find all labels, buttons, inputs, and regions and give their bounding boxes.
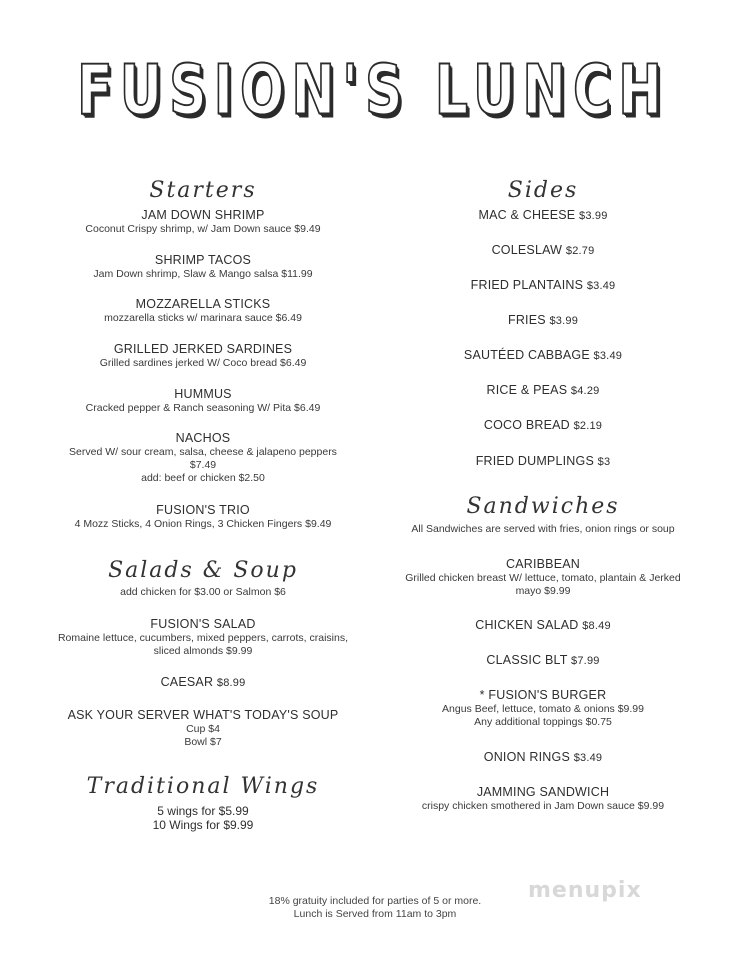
- menu-item: [390, 454, 696, 470]
- menu-item: [390, 557, 696, 598]
- item-name: FRIES: [507, 313, 546, 327]
- footer-hours: Lunch is Served from 11am to 3pm: [293, 908, 457, 920]
- menu-item: [390, 383, 696, 399]
- item-desc: Grilled chicken breast W/ lettuce, tomato, plantain & Jerked: [405, 572, 681, 584]
- item-name: CHICKEN SALAD: [475, 618, 579, 632]
- item-name: ASK YOUR SERVER WHAT'S TODAY'S SOUP: [67, 708, 339, 722]
- item-price: $2.19: [573, 420, 603, 432]
- item-name: * FUSION'S BURGER: [479, 688, 607, 702]
- menu-item: [50, 253, 356, 281]
- wings-line: 10 Wings for $9.99: [152, 818, 254, 832]
- item-desc: Grilled sardines jerked W/ Coco bread $6.49: [99, 357, 307, 369]
- menupix-watermark: menupix: [528, 878, 642, 903]
- menu-title: FUSION'S LUNCH: [77, 50, 669, 131]
- menu-item: [390, 278, 696, 294]
- menu-item: [390, 653, 696, 669]
- menu-item: [50, 297, 356, 325]
- item-price: $8.99: [216, 677, 246, 689]
- menu-item: [390, 418, 696, 434]
- item-desc: crispy chicken smothered in Jam Down sauce $9.99: [421, 800, 665, 812]
- menu-item: [50, 708, 356, 749]
- item-name: FRIED DUMPLINGS: [475, 454, 594, 468]
- menu-item: [390, 750, 696, 766]
- item-name: MAC & CHEESE: [478, 208, 576, 222]
- item-desc: Jam Down shrimp, Slaw & Mango salsa $11.99: [93, 268, 313, 280]
- item-price: $3.49: [573, 752, 603, 764]
- item-desc: mozzarella sticks w/ marinara sauce $6.49: [104, 312, 302, 324]
- salads-note: add chicken for $3.00 or Salmon $6: [120, 586, 286, 598]
- item-name: MOZZARELLA STICKS: [135, 297, 271, 311]
- item-name: JAM DOWN SHRIMP: [141, 208, 265, 222]
- wings-list: [50, 804, 356, 832]
- item-price: $3.49: [586, 280, 616, 292]
- item-desc: Served W/ sour cream, salsa, cheese & jalapeno peppers: [69, 446, 337, 458]
- item-name: ONION RINGS: [483, 750, 570, 764]
- wings-heading: Traditional Wings: [86, 774, 320, 799]
- item-desc: Angus Beef, lettuce, tomato & onions $9.99: [442, 703, 644, 715]
- sides-heading: Sides: [507, 178, 579, 203]
- menu-item: [390, 348, 696, 364]
- menu-item: [50, 617, 356, 658]
- item-name-line: [50, 675, 356, 691]
- item-name: HUMMUS: [174, 387, 232, 401]
- item-name: FUSION'S TRIO: [156, 503, 250, 517]
- item-name: SHRIMP TACOS: [154, 253, 252, 267]
- footer-gratuity: 18% gratuity included for parties of 5 or more.: [268, 895, 482, 907]
- item-desc: Cracked pepper & Ranch seasoning W/ Pita $6.49: [85, 402, 321, 414]
- item-desc: Romaine lettuce, cucumbers, mixed peppers, carrots, craisins,: [57, 632, 349, 644]
- wings-line: 5 wings for $5.99: [157, 804, 249, 818]
- menu-item: [50, 675, 356, 691]
- sandwiches-note: All Sandwiches are served with fries, onion rings or soup: [411, 523, 675, 535]
- menu-item: [50, 342, 356, 370]
- menu-item: [50, 431, 356, 485]
- item-price: $8.49: [582, 620, 611, 632]
- item-desc: Coconut Crispy shrimp, w/ Jam Down sauce $9.49: [85, 223, 321, 235]
- item-price: $2.79: [565, 245, 595, 257]
- item-price: $7.99: [571, 655, 600, 667]
- menu-item: [390, 785, 696, 813]
- menu-item: [390, 243, 696, 259]
- item-desc-2: sliced almonds $9.99: [153, 645, 253, 657]
- item-desc-2: Any additional toppings $0.75: [474, 716, 612, 728]
- item-name: SAUTÉED CABBAGE: [463, 348, 590, 362]
- item-name: NACHOS: [175, 431, 231, 445]
- item-desc: 4 Mozz Sticks, 4 Onion Rings, 3 Chicken Fingers $9.49: [74, 518, 332, 530]
- item-name: COLESLAW: [491, 243, 563, 257]
- item-desc-2: mayo $9.99: [515, 585, 571, 597]
- sandwiches-heading: Sandwiches: [466, 494, 620, 519]
- item-price: $4.29: [570, 385, 600, 397]
- item-price: $3.49: [593, 350, 623, 362]
- menu-item: [50, 387, 356, 415]
- item-extra: add: beef or chicken $2.50: [141, 472, 265, 484]
- salads-heading: Salads & Soup: [108, 558, 298, 583]
- soup-bowl: Bowl $7: [184, 736, 222, 748]
- item-name: FRIED PLANTAINS: [470, 278, 584, 292]
- item-name: FUSION'S SALAD: [150, 617, 256, 631]
- item-price: $3.99: [579, 210, 608, 222]
- starters-heading: Starters: [149, 178, 257, 203]
- item-name: GRILLED JERKED SARDINES: [113, 342, 293, 356]
- menu-item: [390, 313, 696, 329]
- item-name: RICE & PEAS: [486, 383, 568, 397]
- menu-item: [390, 688, 696, 729]
- item-name: COCO BREAD: [483, 418, 570, 432]
- menu-item: [390, 208, 696, 224]
- item-name: CAESAR: [160, 675, 214, 689]
- footer: [200, 895, 550, 921]
- item-name: JAMMING SANDWICH: [476, 785, 610, 799]
- soup-cup: Cup $4: [186, 723, 220, 735]
- menu-item: [390, 618, 696, 634]
- menu-item: [50, 503, 356, 531]
- item-name: CARIBBEAN: [505, 557, 581, 571]
- menu-item: [50, 208, 356, 236]
- item-price: $3: [597, 456, 611, 468]
- item-price: $3.99: [549, 315, 579, 327]
- item-name: CLASSIC BLT: [486, 653, 568, 667]
- item-price: $7.49: [189, 459, 217, 471]
